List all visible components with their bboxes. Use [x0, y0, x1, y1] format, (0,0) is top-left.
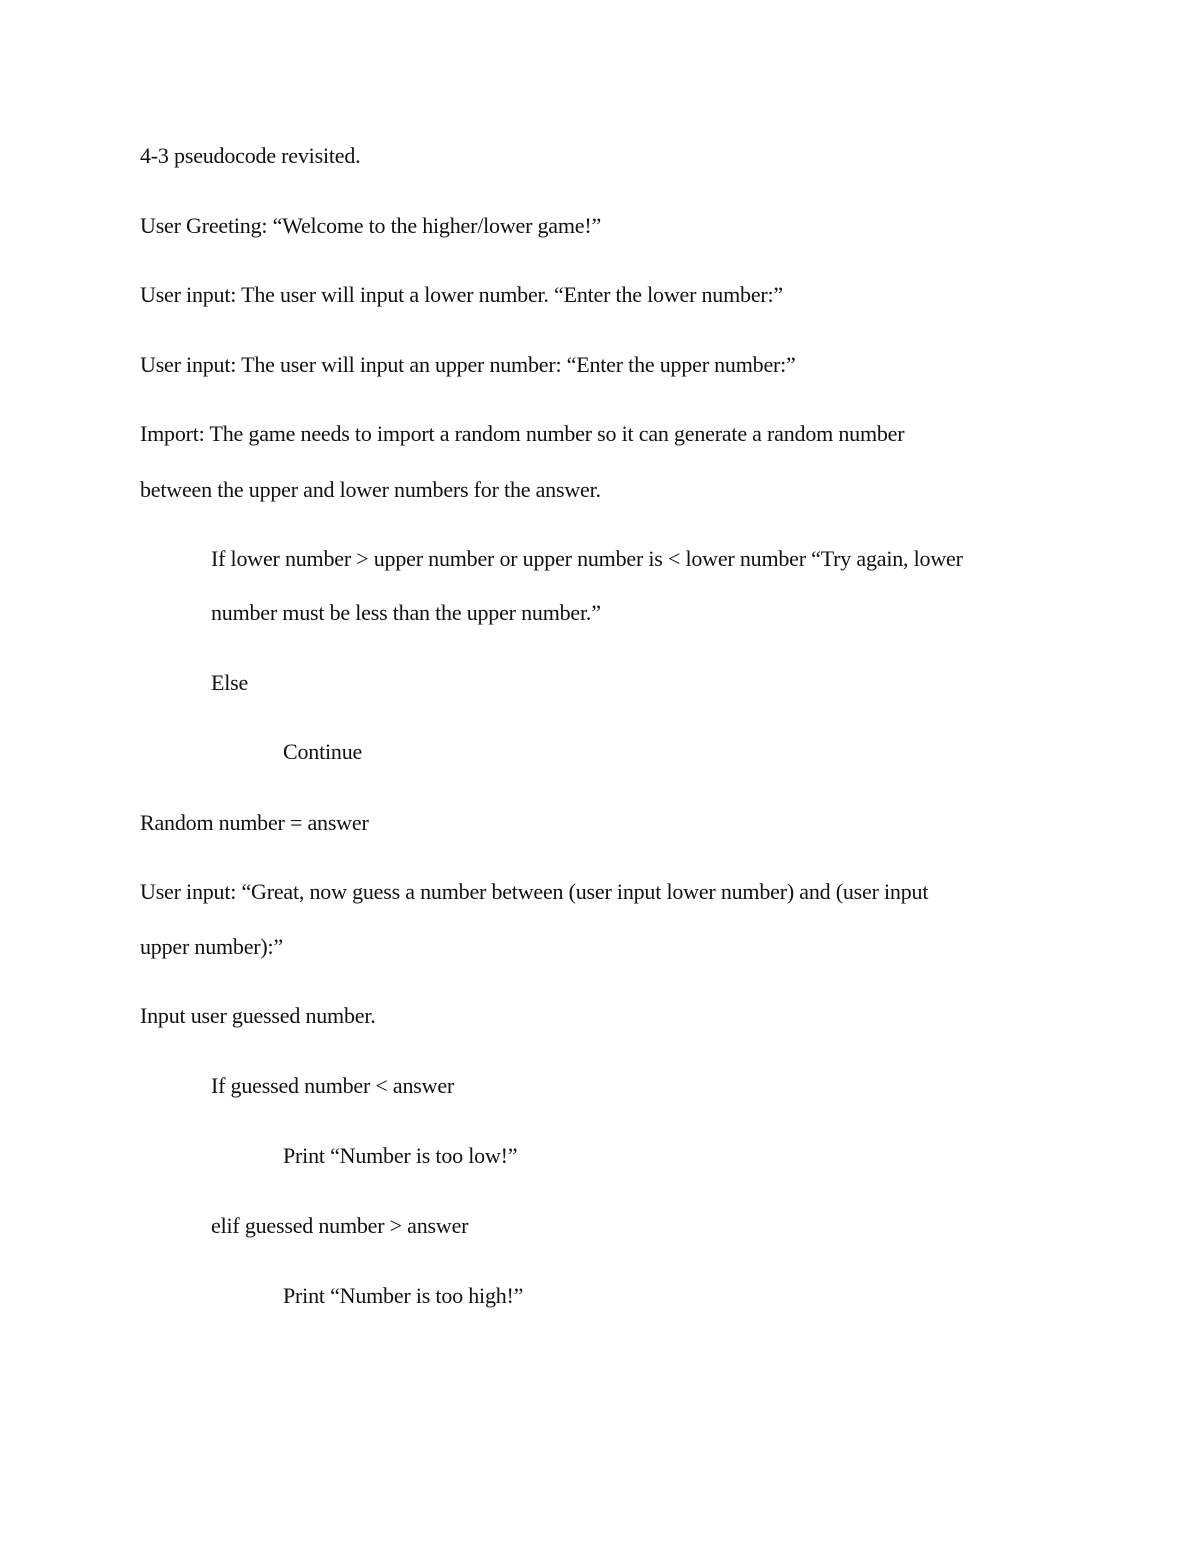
- document-title: 4-3 pseudocode revisited.: [140, 143, 361, 168]
- text-line-print-too-low: Print “Number is too low!”: [283, 1143, 518, 1168]
- text-line-if-lower-greater: If lower number > upper number or upper number is < lower number “Try again, lower: [211, 546, 963, 571]
- text-line-print-too-high: Print “Number is too high!”: [283, 1283, 524, 1308]
- text-line-upper-number-input: User input: The user will input an upper number: “Enter the upper number:”: [140, 352, 796, 377]
- text-line-elif-guess-high: elif guessed number > answer: [211, 1213, 469, 1238]
- text-line-continue: Continue: [283, 739, 363, 764]
- text-line-import-random-cont: between the upper and lower numbers for the answer.: [140, 477, 601, 502]
- text-line-else: Else: [211, 670, 249, 695]
- text-line-input-guess: Input user guessed number.: [140, 1003, 376, 1028]
- text-line-if-lower-greater-cont: number must be less than the upper number.”: [211, 600, 601, 625]
- text-line-guess-prompt: User input: “Great, now guess a number between (user input lower number) and (user input: [140, 879, 929, 904]
- text-line-lower-number-input: User input: The user will input a lower number. “Enter the lower number:”: [140, 282, 783, 307]
- text-line-user-greeting: User Greeting: “Welcome to the higher/lower game!”: [140, 213, 602, 238]
- text-line-random-answer: Random number = answer: [140, 810, 369, 835]
- text-line-if-guess-low: If guessed number < answer: [211, 1073, 455, 1098]
- text-line-import-random: Import: The game needs to import a random number so it can generate a random number: [140, 421, 905, 446]
- text-line-guess-prompt-cont: upper number):”: [140, 934, 283, 959]
